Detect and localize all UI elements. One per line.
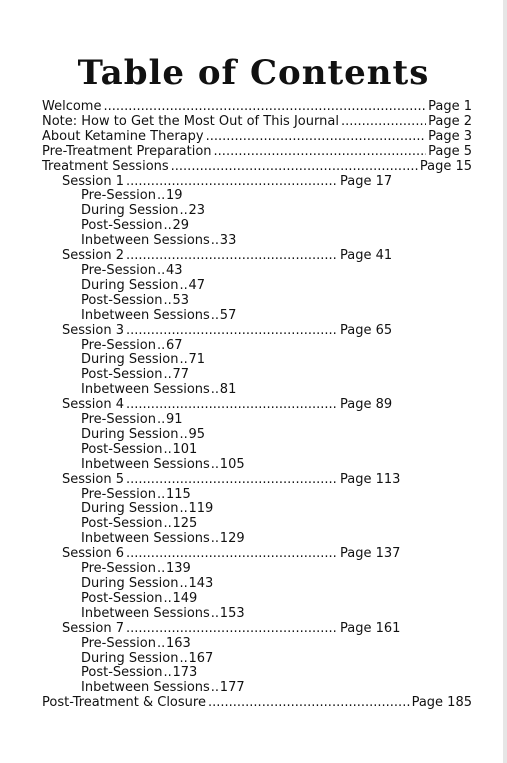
toc-entry-page: 43 [165,262,183,278]
toc-entry-label: Pre-Session [81,561,156,577]
toc-entry-page: 177 [219,680,245,696]
dot-leader [126,398,338,413]
dot-leader [126,175,338,190]
toc-entry-label: Pre-Treatment Preparation [42,143,212,159]
toc-entry-label: Welcome [42,99,102,114]
toc-subentry[interactable] [42,339,472,354]
toc-entry-page: 163 [165,635,191,651]
toc-entry-label: Session 2 [62,248,125,264]
toc-entry-label: Inbetween Sessions [81,307,210,323]
dot-leader [126,249,338,264]
table-of-contents [42,100,472,711]
dot-leader [179,428,187,443]
toc-subentry[interactable] [42,189,472,204]
dot-leader [157,413,165,428]
toc-session-entry[interactable] [42,398,472,413]
toc-session-entry[interactable] [42,622,472,637]
toc-subentry[interactable] [42,562,472,577]
toc-entry-label: Post-Session [81,367,163,383]
dot-leader [103,100,426,115]
dot-leader [179,577,187,592]
toc-subentry[interactable] [42,234,472,249]
dot-leader [157,488,165,503]
toc-entry-label: Pre-Session [81,262,156,278]
dot-leader [206,130,427,145]
toc-entry-page: 115 [165,486,191,502]
toc-subentry[interactable] [42,652,472,667]
toc-entry-label: Pre-Session [81,337,156,353]
toc-session-entry[interactable] [42,473,472,488]
toc-entry-page: 91 [165,412,183,428]
toc-entry-label: During Session [81,203,179,219]
toc-entry-label: Post-Session [81,516,163,532]
toc-entry-page: Page 2 [428,113,472,129]
toc-entry-label: During Session [81,352,179,368]
toc-entry-page: 23 [188,203,205,219]
toc-entry-label: Pre-Session [81,635,156,651]
toc-entry-page: 101 [172,441,198,457]
dot-leader [211,607,219,622]
toc-entry-label: Pre-Session [81,486,156,502]
toc-entry-label: Session 7 [62,620,125,636]
toc-entry-page: 33 [219,233,237,249]
dot-leader [211,309,219,324]
toc-entry-page: 129 [219,531,245,547]
dot-leader [126,473,338,488]
toc-entry-page: Page 15 [419,158,472,174]
dot-leader [164,592,172,607]
toc-subentry[interactable] [42,383,472,398]
toc-subentry[interactable] [42,488,472,503]
toc-entry-label: Note: How to Get the Most Out of This Journal [42,113,339,129]
toc-entry-page: 19 [165,188,183,204]
dot-leader [179,652,187,667]
toc-entry-page: 57 [219,307,237,323]
dot-leader [164,294,172,309]
toc-entry-page: Page 113 [340,471,401,487]
toc-subentry[interactable] [42,309,472,324]
toc-entry-page: 125 [172,516,198,532]
dot-leader [157,562,165,577]
toc-entry-label: Pre-Session [81,188,156,204]
toc-subentry[interactable] [42,279,472,294]
dot-leader [211,681,219,696]
toc-entry-label: Post-Session [81,292,163,308]
toc-subentry[interactable] [42,458,472,473]
toc-entry-page: 105 [219,456,245,472]
dot-leader [157,637,165,652]
dot-leader [208,696,410,711]
dot-leader [157,189,165,204]
dot-leader [164,368,172,383]
toc-subentry[interactable] [42,368,472,383]
toc-entry-label: Session 4 [62,397,125,413]
toc-subentry[interactable] [42,592,472,607]
toc-entry[interactable] [42,130,472,145]
toc-entry[interactable] [42,115,472,130]
toc-entry-page: Page 89 [340,397,393,413]
toc-subentry[interactable] [42,294,472,309]
toc-entry-page: 81 [219,382,237,398]
dot-leader [126,547,338,562]
dot-leader [211,532,219,547]
toc-entry-label: Post-Session [81,441,163,457]
toc-entry-page: 173 [172,665,198,681]
page-title: Table of Contents [77,52,430,93]
toc-entry-label: Post-Session [81,218,163,234]
dot-leader [157,264,165,279]
dot-leader [171,160,418,175]
toc-entry-label: During Session [81,650,179,666]
toc-entry-page: Page 3 [428,128,472,144]
toc-entry-page: 53 [172,292,190,308]
toc-entry-label: Pre-Session [81,412,156,428]
toc-subentry[interactable] [42,219,472,234]
dot-leader [341,115,426,130]
toc-entry-page: Page 1 [428,99,472,114]
dot-leader [126,324,338,339]
page-edge [503,0,507,763]
toc-subentry[interactable] [42,413,472,428]
toc-entry-page: 77 [172,367,190,383]
dot-leader [214,145,427,160]
toc-entry-page: Page 17 [340,173,393,189]
toc-subentry[interactable] [42,353,472,368]
dot-leader [211,383,219,398]
toc-entry-label: Treatment Sessions [42,158,169,174]
dot-leader [179,204,187,219]
dot-leader [164,517,172,532]
toc-subentry[interactable] [42,264,472,279]
toc-entry-label: Session 1 [62,173,125,189]
toc-entry-page: 47 [188,277,205,293]
dot-leader [164,443,172,458]
toc-entry-page: 139 [165,561,191,577]
toc-entry-label: Inbetween Sessions [81,605,210,621]
toc-entry-page: 167 [188,650,214,666]
toc-subentry[interactable] [42,607,472,622]
toc-entry-page: 67 [165,337,183,353]
toc-entry-page: Page 161 [340,620,401,636]
toc-entry-page: 143 [188,576,214,591]
toc-entry-label: Post-Session [81,590,163,606]
toc-entry[interactable] [42,100,472,115]
toc-entry-label: During Session [81,277,179,293]
toc-entry-page: Page 65 [340,322,393,338]
dot-leader [211,458,219,473]
toc-entry-label: Inbetween Sessions [81,531,210,547]
toc-entry-label: During Session [81,426,179,442]
toc-subentry[interactable] [42,428,472,443]
toc-entry-label: Inbetween Sessions [81,680,210,696]
toc-entry-label: During Session [81,501,179,517]
toc-entry-label: Inbetween Sessions [81,456,210,472]
toc-entry-label: Session 5 [62,471,125,487]
toc-subentry[interactable] [42,517,472,532]
toc-subentry[interactable] [42,666,472,681]
toc-entry[interactable] [42,696,472,711]
toc-entry-label: Post-Treatment & Closure [42,695,206,711]
toc-entry-page: Page 137 [340,546,401,562]
toc-subentry[interactable] [42,502,472,517]
dot-leader [164,219,172,234]
toc-entry-label: Session 6 [62,546,125,562]
toc-subentry[interactable] [42,577,472,592]
dot-leader [164,666,172,681]
toc-session-entry[interactable] [42,249,472,264]
toc-entry-page: 149 [172,590,198,606]
toc-entry-label: Session 3 [62,322,125,338]
toc-subentry[interactable] [42,204,472,219]
toc-session-entry[interactable] [42,324,472,339]
toc-entry-page: 29 [172,218,190,234]
toc-entry-label: Inbetween Sessions [81,233,210,249]
toc-subentry[interactable] [42,443,472,458]
toc-entry-page: Page 41 [340,248,393,264]
dot-leader [179,502,187,517]
toc-entry-page: Page 185 [411,695,472,711]
toc-entry-label: During Session [81,576,179,591]
toc-subentry[interactable] [42,532,472,547]
toc-entry-page: Page 5 [428,143,472,159]
toc-entry-page: 119 [188,501,214,517]
toc-entry-page: 71 [188,352,205,368]
dot-leader [211,234,219,249]
dot-leader [179,353,187,368]
toc-entry[interactable] [42,145,472,160]
toc-entry-page: 153 [219,605,245,621]
toc-session-entry[interactable] [42,547,472,562]
toc-subentry[interactable] [42,637,472,652]
toc-entry-page: 95 [188,426,205,442]
dot-leader [157,339,165,354]
toc-session-entry[interactable] [42,175,472,190]
dot-leader [179,279,187,294]
toc-subentry[interactable] [42,681,472,696]
toc-entry[interactable] [42,160,472,175]
toc-entry-label: Inbetween Sessions [81,382,210,398]
toc-entry-label: About Ketamine Therapy [42,128,204,144]
toc-entry-label: Post-Session [81,665,163,681]
dot-leader [126,622,338,637]
